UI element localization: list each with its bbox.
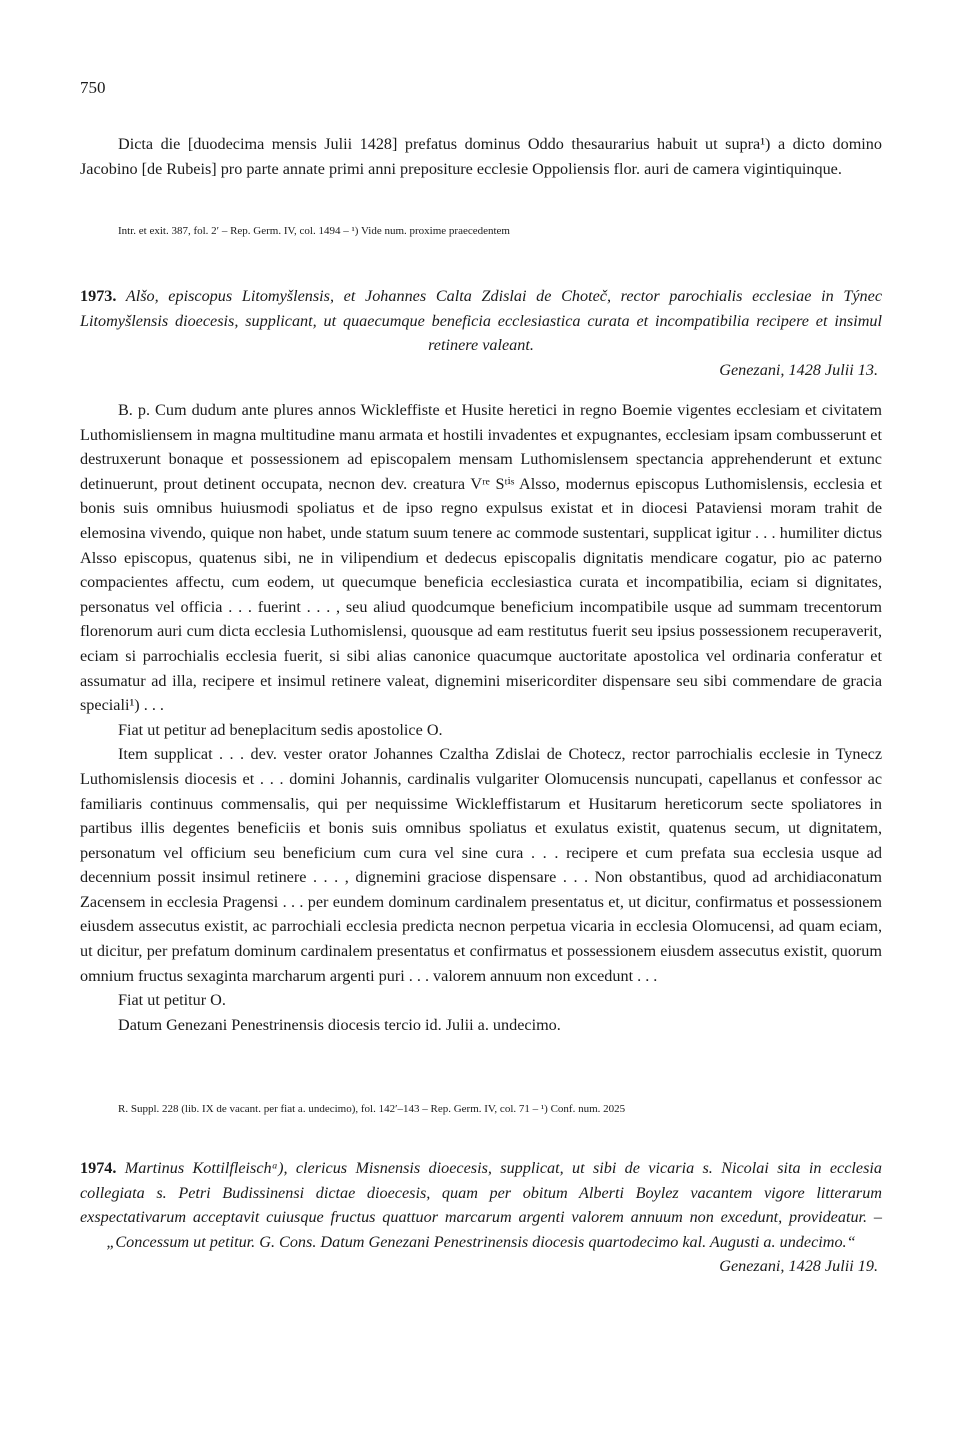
source-note-1972: Intr. et exit. 387, fol. 2′ – Rep. Germ. IV, col. 1494 – ¹) Vide num. proxime praecedentem — [118, 225, 510, 237]
entry-1972-text: Dicta die [duodecima mensis Julii 1428] prefatus dominus Oddo thesaurarius habuit ut supra¹) a dicto domino Jacobino [de Rubeis] pro parte annate primi anni prepositure ecclesie Oppoliensis flor. auri de camera vigintiquinque. — [80, 135, 882, 178]
body-paragraph: Item supplicat . . . dev. vester orator Johannes Czaltha Zdislai de Chotecz, rector parrochialis ecclesie in Tynecz Luthomislensis diocesis et . . . domini Johannis, cardinalis vulgariter Olomucensis nuncupati, capellanus et confessor ac familiaris continuus commensalis, qui per nequissime Wickleffistarum et Husitarum hereticorum secte spoliatores in partibus illis degentes beneficiis et bonis suis omnibus spoliatus et exulatus existit, quatenus secum, ut dignitatem, personatum vel officium seu beneficium cum cura vel sine cura . . . recipere et cum prefata sua ecclesia usque ad decennium possit insimul retinere . . . , dignemini graciose dispensare . . . Non obstantibus, quod ad archidiaconatum Zacensem in ecclesia Pragensi . . . per eundem dominum cardinalem presentatus et, ut dicitur, confirmatus et possessionem eiusdem assecutus existit, ac parrochiali ecclesia predicta necnon perpetua vicaria in ecclesia Olomucensi, ad quam eciam, ut dicitur, per prefatum dominum cardinalem presentatus et confirmatus et possessionem eiusdem assecutus existit, quorum omnium fructus sexaginta marcharum argenti puri . . . valorem annuum non excedunt . . . — [80, 745, 882, 985]
body-paragraph: Datum Genezani Penestrinensis diocesis tercio id. Julii a. undecimo. — [118, 1015, 561, 1034]
regest-text-1973: Alšo, episcopus Litomyšlensis, et Johannes Calta Zdislai de Choteč, rector parochialis ecclesiae in Týnec Litomyšlensis dioecesis, supplicant, ut quaecumque beneficia ecclesiastica curata et incompatibilia recipere et insimul retinere valeant. — [80, 287, 882, 355]
entry-number-1974: 1974. — [80, 1159, 117, 1177]
body-paragraph: Fiat ut petitur ad beneplacitum sedis apostolice O. — [118, 720, 443, 739]
date-1973: Genezani, 1428 Julii 13. — [719, 360, 878, 379]
entry-1973 — [80, 284, 882, 382]
regest-1974 — [80, 1156, 882, 1254]
entry-1973-source-note — [80, 1102, 882, 1116]
body-paragraph: B. p. Cum dudum ante plures annos Wickleffiste et Husite heretici in regno Boemie vigentes ecclesiam et civitatem Luthomisliensem in magna multitudine manu armata et hostili invadentes et expugnantes, ecclesiam ipsam combusserunt et destruxerunt bonaque et possessionem ad episcopalem mensam Luthomislensem spectancia apprehenderunt et extunc detinuerunt, prout detinent occupata, necnon dev. creatura Vʳᵉ Sᵗⁱˢ Alsso, modernus episcopus Luthomislensis, ecclesia et bonis suis omnibus huiusmodi spoliatus et de ipso regno expulsus existat et in diocesi Pataviensi moram trahit de elemosina vivendo, quique non habet, unde statum suum tenere ac commode sustentari, supplicat igitur . . . humiliter dictus Alsso episcopus, quatenus sibi, ne in vilipendium et dedecus episcopalis dignitatis mendicare cogatur, pio ac paterno compacientes affectu, cum eodem, ut quecumque beneficia ecclesiastica curata et incompatibilia, eciam si dignitates, personatus vel officia . . . fuerint . . . , seu aliud quodcumque beneficium incompatibile usque ad summam trecentorum florenorum auri cum dicta ecclesia Luthomislensi, quousque ad eam restitutus fuerit seu ipsius possessionem recuperaverit, eciam si parrochialis ecclesia fuerit, si sibi alias canonice quacumque auctoritate apostolica vel ordinaria conferatur et assumatur ad illa, recipere et insimul retinere valeat, dignemini misericorditer dispensare seu sibi commendare de gracia speciali¹) . . . — [80, 401, 882, 715]
page-number: 750 — [80, 78, 106, 97]
entry-1972-tail — [80, 132, 882, 181]
regest-text-1974: Martinus Kottilfleischᵃ), clericus Misnensis dioecesis, supplicat, ut sibi de vicaria s. Nicolai sita in ecclesia collegiata s. Petri Budissinensi dictae dioecesis, quam per obitum Alberti Boylez vacantem vigore litterarum exspectativarum acceptavit cuiusque fructus quattuor marcarum argenti valorem annuum non excedunt, provideatur. – „Concessum ut petitur. G. Cons. Datum Genezani Penestrinensis diocesis quartodecimo kal. Augusti a. undecimo.“ — [80, 1159, 883, 1251]
entry-1972-source-note — [80, 224, 882, 238]
body-paragraph: Fiat ut petitur O. — [118, 991, 226, 1010]
entry-number-1973: 1973. — [80, 287, 117, 305]
entry-1973-body — [80, 398, 882, 1037]
regest-1973 — [80, 284, 882, 358]
source-note-1973: R. Suppl. 228 (lib. IX de vacant. per fiat a. undecimo), fol. 142′–143 – Rep. Germ. IV, col. 71 – ¹) Conf. num. 2025 — [118, 1103, 626, 1115]
date-1974: Genezani, 1428 Julii 19. — [719, 1257, 878, 1276]
entry-1974 — [80, 1156, 882, 1279]
